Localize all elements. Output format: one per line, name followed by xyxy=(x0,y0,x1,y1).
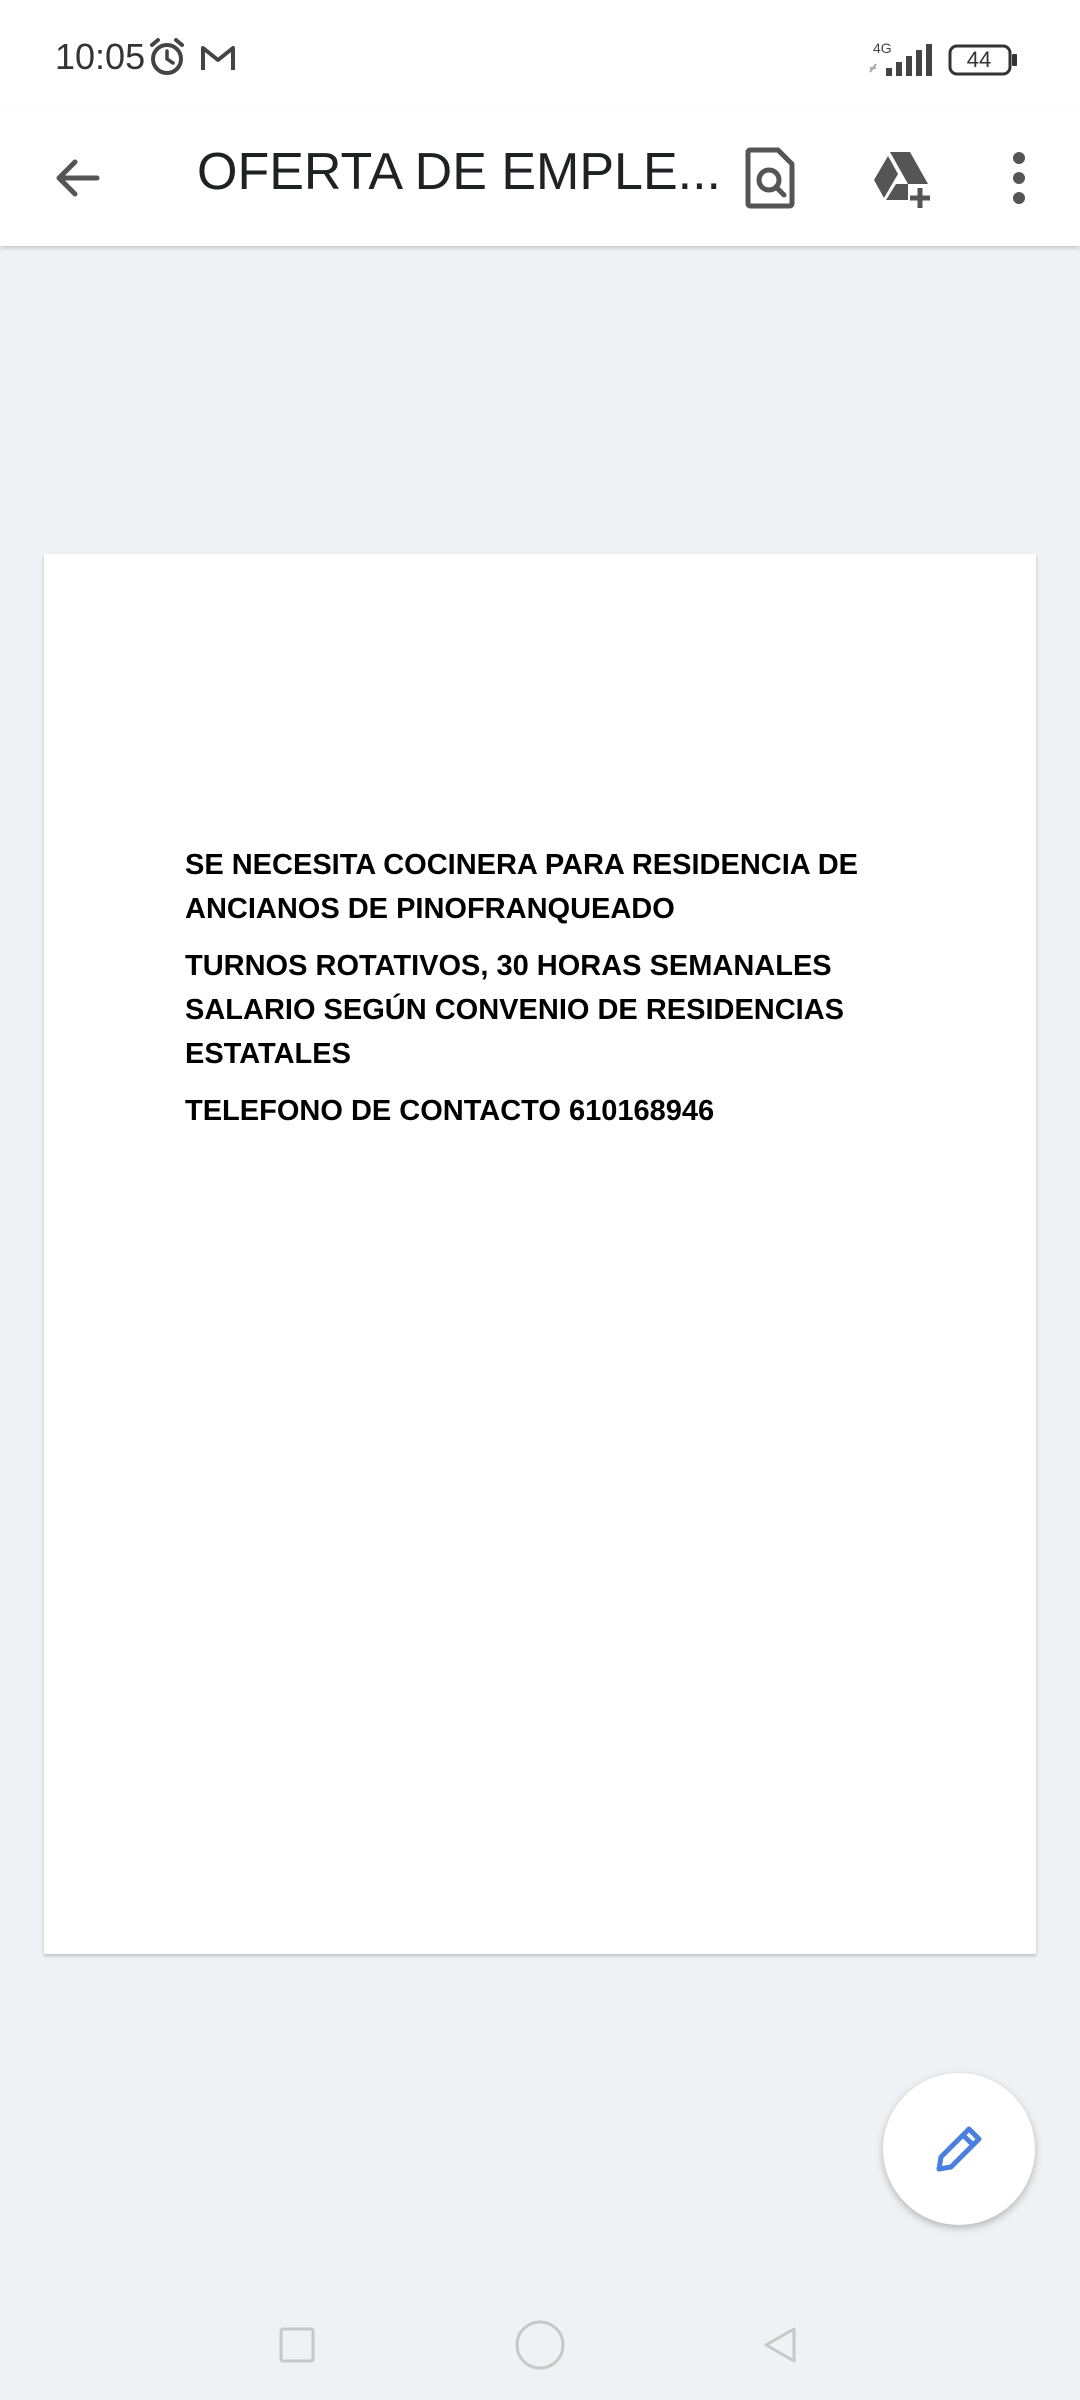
system-nav-bar xyxy=(0,2290,1080,2400)
more-options-button[interactable] xyxy=(975,134,1063,222)
nav-back-button[interactable] xyxy=(745,2310,815,2380)
recent-apps-icon xyxy=(277,2325,317,2365)
drive-add-icon xyxy=(870,148,934,208)
home-button[interactable] xyxy=(505,2310,575,2380)
document-search-icon xyxy=(742,146,798,210)
app-bar xyxy=(0,110,1080,246)
document-line: ANCIANOS DE PINOFRANQUEADO xyxy=(185,893,675,925)
document-line: ESTATALES xyxy=(185,1038,351,1070)
document-line: TELEFONO DE CONTACTO 610168946 xyxy=(185,1095,715,1127)
signal-icon xyxy=(868,44,938,81)
find-in-document-button[interactable] xyxy=(726,134,814,222)
document-paragraph xyxy=(185,843,858,931)
status-time: 10:05 xyxy=(55,36,146,77)
document-title: OFERTA DE EMPLE... xyxy=(197,143,721,201)
document-paragraph xyxy=(185,944,844,1076)
back-icon xyxy=(758,2323,802,2367)
edit-button[interactable] xyxy=(883,2073,1035,2225)
more-vert-icon xyxy=(1009,150,1029,206)
network-type-label: 4G xyxy=(873,40,892,56)
back-button[interactable] xyxy=(33,134,121,222)
document-line: SE NECESITA COCINERA PARA RESIDENCIA DE xyxy=(185,849,858,881)
recent-apps-button[interactable] xyxy=(262,2310,332,2380)
status-bar xyxy=(0,0,1080,110)
edit-pencil-icon xyxy=(929,2119,989,2179)
document-page xyxy=(44,554,1036,1954)
home-icon xyxy=(512,2317,568,2373)
document-line: SALARIO SEGÚN CONVENIO DE RESIDENCIAS xyxy=(185,994,845,1026)
alarm-icon xyxy=(146,36,188,83)
add-to-drive-button[interactable] xyxy=(858,134,946,222)
battery-level: 44 xyxy=(966,47,992,72)
gmail-icon xyxy=(199,42,237,79)
document-line: TURNOS ROTATIVOS, 30 HORAS SEMANALES xyxy=(185,950,832,982)
back-arrow-icon xyxy=(49,150,105,206)
document-paragraph xyxy=(185,1089,714,1133)
